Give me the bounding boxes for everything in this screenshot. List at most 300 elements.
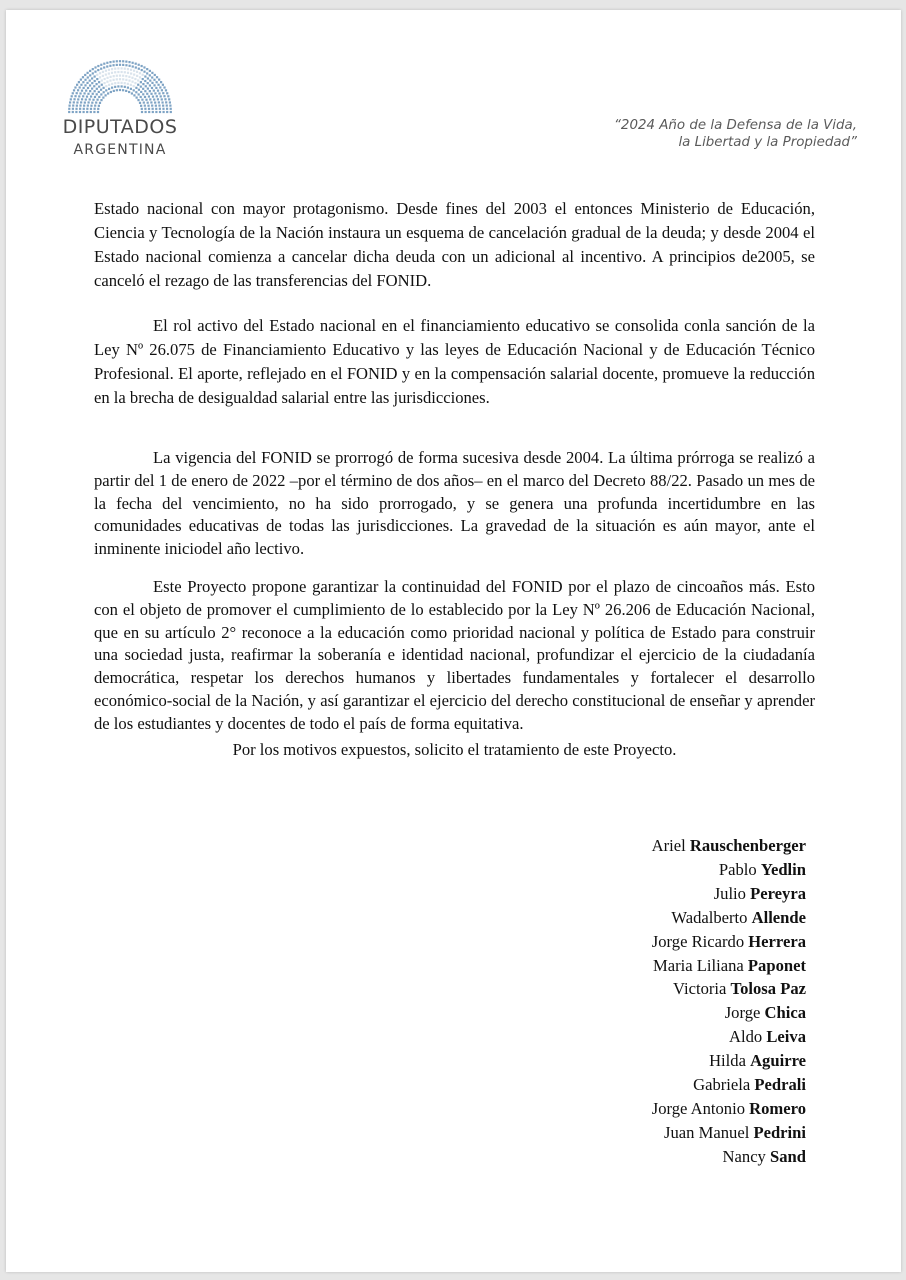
seat-dot	[119, 60, 121, 62]
seat-dot	[129, 65, 131, 67]
seat-dot	[117, 85, 119, 87]
seat-dot	[98, 86, 100, 88]
seat-dot	[144, 105, 146, 107]
seat-dot	[166, 104, 168, 106]
seat-dot	[109, 61, 111, 63]
seat-dot	[75, 108, 77, 110]
seat-dot	[166, 108, 168, 110]
seat-dot	[78, 81, 80, 83]
signatory-last-name: Rauschenberger	[689, 836, 806, 855]
seat-dot	[127, 87, 129, 89]
seat-dot	[88, 101, 90, 103]
seat-dot	[158, 104, 160, 106]
seat-dot	[99, 102, 101, 104]
seat-dot	[136, 75, 138, 77]
signatory-first-name: Ariel	[651, 836, 690, 855]
seat-dot	[155, 87, 157, 89]
seat-dot	[72, 104, 74, 106]
seat-dot	[127, 72, 129, 74]
seat-dot	[154, 92, 156, 94]
seat-dot	[153, 90, 155, 92]
seat-dot	[96, 74, 98, 76]
seat-dot	[69, 101, 71, 103]
seat-dot	[97, 111, 99, 113]
seat-dot	[116, 64, 118, 66]
seat-dot	[149, 98, 151, 100]
seat-dot	[133, 89, 135, 91]
seat-dot	[133, 94, 135, 96]
seat-dot	[71, 95, 73, 97]
seat-dot	[109, 80, 111, 82]
signatory-last-name: Paponet	[747, 955, 806, 975]
seat-dot	[124, 68, 126, 70]
seat-dot	[144, 96, 146, 98]
seat-dot	[141, 65, 143, 67]
seat-dot	[142, 78, 144, 80]
seat-dot	[87, 93, 89, 95]
seat-dot	[124, 71, 126, 73]
seat-dot	[82, 95, 84, 97]
seat-dot	[94, 108, 96, 110]
seat-dot	[122, 60, 124, 62]
seat-dot	[144, 90, 146, 92]
seat-dot	[142, 88, 144, 90]
seat-dot	[76, 101, 78, 103]
seat-dot	[114, 82, 116, 84]
seat-dot	[98, 81, 100, 83]
seat-dot	[151, 72, 153, 74]
seat-dot	[114, 71, 116, 73]
signatory-last-name: Romero	[749, 1098, 806, 1118]
signatory-last-name: Pedrini	[753, 1122, 806, 1142]
seat-dot	[138, 68, 140, 70]
seat-dot	[79, 92, 81, 94]
paragraph-text: El rol activo del Estado nacional en el financiamiento educativo se consolida conla sanción de la Ley Nº 26.075 de Financiamiento Educativo y las leyes de Educación Nacional y de Educación Técnico Profesional. El aporte, reflejado en el FONID y en la compensación salarial docente, promueve la reducción en la brecha de desigualdad salarial entre las jurisdicciones.	[94, 316, 815, 407]
seat-dot	[87, 87, 89, 89]
seat-dot	[119, 64, 121, 66]
seat-dot	[111, 68, 113, 70]
seat-dot	[100, 64, 102, 66]
signatory	[652, 1073, 806, 1097]
seat-dot	[89, 80, 91, 82]
seat-dot	[130, 72, 132, 74]
seat-dot	[68, 108, 70, 110]
seat-dot	[157, 90, 159, 92]
seat-dot	[100, 93, 102, 95]
seat-dot	[86, 82, 88, 84]
seat-dot	[142, 83, 144, 85]
motto-line-2: la Libertad y la Propiedad”	[678, 135, 857, 150]
seat-dot	[119, 75, 121, 77]
seat-dot	[163, 111, 165, 113]
seat-dot	[90, 95, 92, 97]
signatory	[652, 858, 806, 882]
year-motto	[614, 117, 857, 151]
seat-dot	[135, 87, 137, 89]
seat-dot	[131, 92, 133, 94]
signatory-first-name: Jorge	[724, 1003, 765, 1023]
signature-list	[652, 834, 806, 1169]
seat-dot	[140, 81, 142, 83]
seat-dot	[113, 75, 115, 77]
seat-dot	[120, 82, 122, 84]
seat-dot	[79, 86, 81, 88]
seat-dot	[100, 99, 102, 101]
seat-dot	[128, 91, 130, 93]
seat-dot	[162, 105, 164, 107]
seat-dot	[81, 98, 83, 100]
seat-dot	[103, 66, 105, 68]
seat-dot	[153, 84, 155, 86]
seat-dot	[83, 105, 85, 107]
signatory-last-name: Pereyra	[750, 883, 806, 903]
motto-line-1: “2024 Año de la Defensa de la Vida,	[614, 118, 857, 133]
seat-dot	[145, 99, 147, 101]
seat-dot	[130, 88, 132, 90]
seat-dot	[113, 61, 115, 63]
seat-dot	[76, 92, 78, 94]
seat-dot	[153, 98, 155, 100]
seat-dot	[87, 105, 89, 107]
seat-dot	[89, 90, 91, 92]
seat-dot	[74, 95, 76, 97]
seat-dot	[111, 87, 113, 89]
seat-dot	[81, 90, 83, 92]
signatory	[652, 906, 806, 930]
seat-dot	[135, 91, 137, 93]
seat-dot	[90, 108, 92, 110]
seat-dot	[169, 101, 171, 103]
seat-dot	[163, 95, 165, 97]
seat-dot	[148, 111, 150, 113]
seat-dot	[108, 84, 110, 86]
seat-dot	[160, 81, 162, 83]
signatory	[652, 1097, 806, 1121]
seat-dot	[98, 105, 100, 107]
seat-dot	[142, 93, 144, 95]
seat-dot	[170, 108, 172, 110]
seat-dot	[141, 108, 143, 110]
seat-dot	[160, 95, 162, 97]
seat-dot	[122, 78, 124, 80]
seat-dot	[166, 92, 168, 94]
seat-dot	[122, 75, 124, 77]
seat-dot	[102, 96, 104, 98]
signatory-last-name: Pedrali	[754, 1075, 806, 1095]
seat-dot	[158, 101, 160, 103]
signatory-first-name: Pablo	[718, 859, 761, 879]
signatory	[652, 1145, 806, 1169]
seat-dot	[106, 81, 108, 83]
seat-dot	[103, 82, 105, 84]
seat-dot	[91, 102, 93, 104]
seat-dot	[157, 98, 159, 100]
seat-dot	[121, 71, 123, 73]
seat-dot	[149, 84, 151, 86]
seat-dot	[119, 78, 121, 80]
seat-dot	[83, 111, 85, 113]
seat-dot	[72, 111, 74, 113]
seat-dot	[136, 71, 138, 73]
seat-dot	[165, 89, 167, 91]
seat-dot	[141, 99, 143, 101]
seat-dot	[79, 104, 81, 106]
seat-dot	[132, 62, 134, 64]
seat-dot	[105, 74, 107, 76]
seat-dot	[73, 89, 75, 91]
seat-dot	[167, 95, 169, 97]
seat-dot	[133, 70, 135, 72]
seat-dot	[114, 68, 116, 70]
seat-dot	[151, 82, 153, 84]
seat-dot	[132, 65, 134, 67]
signatory-first-name: Julio	[713, 883, 751, 903]
signatory	[652, 1049, 806, 1073]
seat-dot	[148, 108, 150, 110]
signatory-last-name: Yedlin	[760, 859, 806, 879]
seat-dot	[146, 68, 148, 70]
seat-dot	[96, 83, 98, 85]
seat-dot	[96, 88, 98, 90]
seat-dot	[94, 105, 96, 107]
seat-dot	[94, 66, 96, 68]
seat-dot	[125, 64, 127, 66]
seat-dot	[78, 95, 80, 97]
seat-dot	[117, 71, 119, 73]
seat-dot	[128, 76, 130, 78]
seat-dot	[106, 62, 108, 64]
signatory	[652, 1121, 806, 1145]
seat-dot	[144, 75, 146, 77]
seat-dot	[120, 67, 122, 69]
seat-dot	[111, 72, 113, 74]
seat-dot	[108, 88, 110, 90]
seat-dot	[127, 83, 129, 85]
seat-dot	[76, 84, 78, 86]
seat-dot	[104, 78, 106, 80]
hemicycle-icon	[68, 58, 172, 114]
seat-dot	[111, 83, 113, 85]
seat-dot	[117, 82, 119, 84]
seat-dot	[139, 102, 141, 104]
seat-dot	[142, 74, 144, 76]
seat-dot	[87, 76, 89, 78]
seat-dot	[69, 105, 71, 107]
seat-dot	[92, 72, 94, 74]
seat-dot	[161, 89, 163, 91]
paragraph-text: Estado nacional con mayor protagonismo. Desde fines del 2003 el entonces Ministerio de Educación, Ciencia y Tecnología de la Nación instaura un esquema de cancelación gradual de la deuda; y desde 2004 el Estado nacional comienza a cancelar dicha deuda con un adicional al incentivo. A principios de2005, se canceló el rezago de las transferencias del FONID.	[94, 199, 815, 290]
seat-dot	[141, 111, 143, 113]
seat-dot	[131, 81, 133, 83]
seat-dot	[87, 72, 89, 74]
seat-dot	[92, 99, 94, 101]
seat-dot	[91, 77, 93, 79]
signatory-last-name: Tolosa Paz	[730, 979, 806, 999]
seat-dot	[76, 105, 78, 107]
seat-dot	[148, 95, 150, 97]
signatory-first-name: Aldo	[729, 1027, 767, 1047]
seat-dot	[85, 90, 87, 92]
seat-dot	[135, 66, 137, 68]
signatory-first-name: Victoria	[673, 979, 731, 999]
seat-dot	[144, 80, 146, 82]
seat-dot	[157, 84, 159, 86]
signatory-first-name: Jorge Ricardo	[651, 931, 749, 951]
seat-dot	[86, 108, 88, 110]
seat-dot	[152, 111, 154, 113]
seat-dot	[162, 108, 164, 110]
logo-title: DIPUTADOS	[62, 116, 178, 138]
signatory	[652, 882, 806, 906]
seat-dot	[147, 88, 149, 90]
seat-dot	[128, 61, 130, 63]
seat-dot	[105, 70, 107, 72]
seat-dot	[106, 65, 108, 67]
signatory-first-name: Jorge Antonio	[651, 1098, 750, 1118]
signatory-last-name: Leiva	[766, 1027, 806, 1047]
seat-dot	[149, 90, 151, 92]
signatory-last-name: Chica	[764, 1003, 806, 1023]
seat-dot	[163, 86, 165, 88]
seat-dot	[134, 78, 136, 80]
seat-dot	[92, 93, 94, 95]
paragraph-1	[94, 197, 815, 293]
seat-dot	[155, 111, 157, 113]
seat-dot	[145, 85, 147, 87]
seat-dot	[79, 111, 81, 113]
seat-dot	[133, 74, 135, 76]
seat-dot	[100, 89, 102, 91]
seat-dot	[80, 79, 82, 81]
signatory-last-name: Sand	[770, 1146, 806, 1166]
seat-dot	[131, 77, 133, 79]
seat-dot	[159, 108, 161, 110]
seat-dot	[91, 88, 93, 90]
seat-dot	[85, 98, 87, 100]
seat-dot	[116, 89, 118, 91]
seat-dot	[154, 74, 156, 76]
seat-dot	[164, 98, 166, 100]
seat-dot	[110, 91, 112, 93]
seat-dot	[149, 74, 151, 76]
seat-dot	[162, 92, 164, 94]
signatory-first-name: Gabriela	[693, 1075, 755, 1095]
seat-dot	[96, 99, 98, 101]
seat-dot	[156, 81, 158, 83]
seat-dot	[155, 108, 157, 110]
paragraph-2	[94, 314, 815, 410]
seat-dot	[97, 108, 99, 110]
seat-dot	[133, 85, 135, 87]
seat-dot	[112, 64, 114, 66]
paragraph-text: La vigencia del FONID se prorrogó de forma sucesiva desde 2004. La última prórroga se realizó a partir del 1 de enero de 2022 –por el término de dos años– en el marco del Decreto 88/22. Pasado un mes de la fecha del vencimiento, no ha sido prorrogado, y se genera una profunda incertidumbre en las comunidades educativas de todas las jurisdicciones. La gravedad de la situación es aún mayor, ante el inminente iniciodel año lectivo.	[94, 448, 815, 559]
seat-dot	[73, 98, 75, 100]
seat-dot	[98, 91, 100, 93]
seat-dot	[102, 75, 104, 77]
seat-dot	[154, 101, 156, 103]
seat-dot	[151, 87, 153, 89]
seat-dot	[72, 108, 74, 110]
paragraph-3	[94, 447, 815, 561]
seat-dot	[94, 80, 96, 82]
seat-dot	[90, 111, 92, 113]
seat-dot	[84, 74, 86, 76]
seat-dot	[152, 96, 154, 98]
seat-dot	[68, 111, 70, 113]
seat-dot	[83, 108, 85, 110]
seat-dot	[91, 82, 93, 84]
seat-dot	[153, 79, 155, 81]
seat-dot	[151, 76, 153, 78]
seat-dot	[137, 79, 139, 81]
seat-dot	[143, 66, 145, 68]
seat-dot	[144, 108, 146, 110]
seat-dot	[109, 76, 111, 78]
seat-dot	[149, 70, 151, 72]
seat-dot	[165, 101, 167, 103]
seat-dot	[138, 93, 140, 95]
seat-dot	[149, 80, 151, 82]
seat-dot	[130, 69, 132, 71]
signatory-last-name: Aguirre	[750, 1051, 806, 1071]
seat-dot	[162, 84, 164, 86]
seat-dot	[137, 99, 139, 101]
signatory-first-name: Nancy	[722, 1146, 771, 1166]
seat-dot	[127, 68, 129, 70]
seat-dot	[140, 96, 142, 98]
seat-dot	[75, 111, 77, 113]
signatory-last-name: Herrera	[748, 931, 806, 951]
seat-dot	[134, 82, 136, 84]
seat-dot	[135, 63, 137, 65]
seat-dot	[168, 98, 170, 100]
signatory	[652, 1001, 806, 1025]
signatory	[652, 930, 806, 954]
seat-dot	[156, 95, 158, 97]
seat-dot	[122, 64, 124, 66]
seat-dot	[98, 96, 100, 98]
signatory-first-name: Hilda	[709, 1051, 751, 1071]
seat-dot	[155, 105, 157, 107]
seat-dot	[106, 77, 108, 79]
seat-dot	[145, 111, 147, 113]
seat-dot	[137, 84, 139, 86]
seat-dot	[103, 87, 105, 89]
signatory-last-name: Allende	[751, 907, 806, 927]
seat-dot	[93, 111, 95, 113]
seat-dot	[89, 98, 91, 100]
seat-dot	[80, 101, 82, 103]
seat-dot	[97, 69, 99, 71]
seat-dot	[152, 108, 154, 110]
seat-dot	[82, 81, 84, 83]
seat-dot	[166, 111, 168, 113]
seat-dot	[113, 90, 115, 92]
seat-dot	[93, 85, 95, 87]
seat-dot	[80, 84, 82, 86]
seat-dot	[116, 75, 118, 77]
seat-dot	[96, 78, 98, 80]
seat-dot	[125, 75, 127, 77]
seat-dot	[96, 93, 98, 95]
seat-dot	[83, 87, 85, 89]
seat-dot	[158, 92, 160, 94]
seat-dot	[158, 79, 160, 81]
seat-dot	[143, 71, 145, 73]
seat-dot	[124, 82, 126, 84]
seat-dot	[94, 75, 96, 77]
paragraph-text: Este Proyecto propone garantizar la continuidad del FONID por el plazo de cincoaños más. Esto con el objeto de promover el cumplimiento de lo establecido por la Ley Nº 26.206 de Educación Nacional, que en su artículo 2° reconoce a la educación como prioridad nacional y política de Estado para construir una sociedad justa, reafirmar la soberanía e identidad nacional, profundizar el ejercicio de la ciudadanía democrática, respetar los derechos humanos y libertades fundamentales y fortalecer el desarrollo económico-social de la Nación, y así garantizar el ejercicio del derecho constitucional de enseñar y aprender de los estudiantes y docentes de todo el país de forma equitativa.	[94, 577, 815, 733]
